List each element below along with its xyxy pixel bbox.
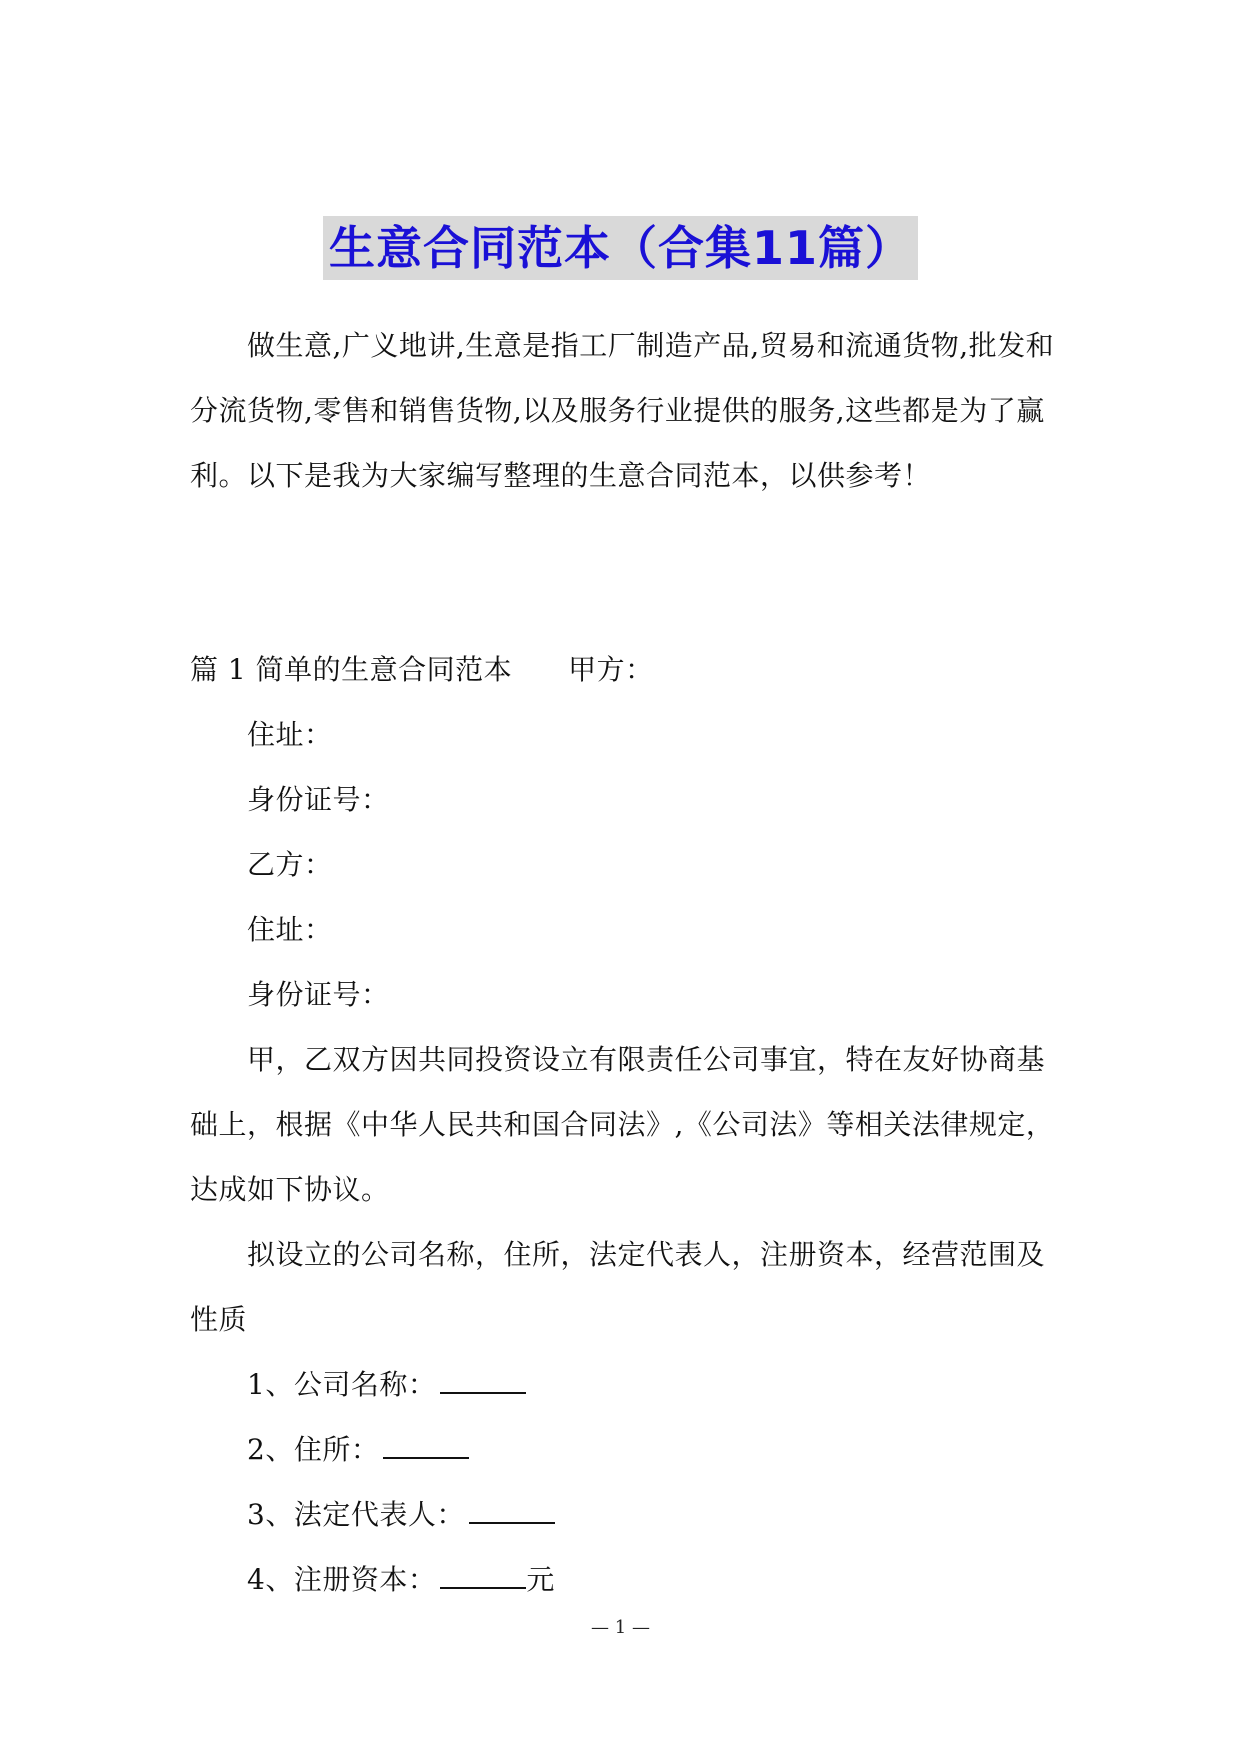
item-label: 4、注册资本： bbox=[247, 1563, 437, 1596]
fill-blank bbox=[469, 1500, 555, 1524]
item-company-name bbox=[190, 1352, 1060, 1417]
address-line-b: 住址： bbox=[247, 913, 333, 946]
intro-paragraph: 做生意,广义地讲,生意是指工厂制造产品,贸易和流通货物,批发和分流货物,零售和销售货物,以及服务行业提供的服务,这些都是为了赢利。以下是我为大家编写整理的生意合同范本，以供参考！ bbox=[190, 329, 1055, 492]
section-heading-line bbox=[190, 637, 1060, 702]
item-legal-rep bbox=[190, 1482, 1060, 1547]
company-info-paragraph: 拟设立的公司名称，住所，法定代表人，注册资本，经营范围及性质 bbox=[190, 1238, 1046, 1336]
title-wrap bbox=[0, 216, 1241, 280]
item-address bbox=[190, 1417, 1060, 1482]
item-label: 1、公司名称： bbox=[247, 1368, 437, 1401]
item-capital bbox=[190, 1547, 1060, 1612]
section-1 bbox=[190, 637, 1060, 1612]
fill-blank bbox=[383, 1435, 469, 1459]
item-label: 2、住所： bbox=[247, 1433, 380, 1466]
party-b-line: 乙方： bbox=[247, 848, 333, 881]
fill-blank bbox=[440, 1370, 526, 1394]
item-suffix: 元 bbox=[526, 1563, 555, 1596]
agreement-paragraph: 甲，乙双方因共同投资设立有限责任公司事宜，特在友好协商基础上，根据《中华人民共和国合同法》,《公司法》等相关法律规定，达成如下协议。 bbox=[190, 1043, 1055, 1206]
page-number: — 1 — bbox=[591, 1617, 650, 1638]
id-line-a: 身份证号： bbox=[247, 783, 390, 816]
document-title: 生意合同范本（合集11篇） bbox=[323, 216, 918, 280]
party-a-label: 甲方： bbox=[568, 653, 654, 686]
item-label: 3、法定代表人： bbox=[247, 1498, 465, 1531]
intro-block bbox=[190, 313, 1060, 508]
id-line-b: 身份证号： bbox=[247, 978, 390, 1011]
section-heading: 篇 1 简单的生意合同范本 bbox=[190, 653, 513, 686]
address-line-a: 住址： bbox=[247, 718, 333, 751]
fill-blank bbox=[440, 1565, 526, 1589]
